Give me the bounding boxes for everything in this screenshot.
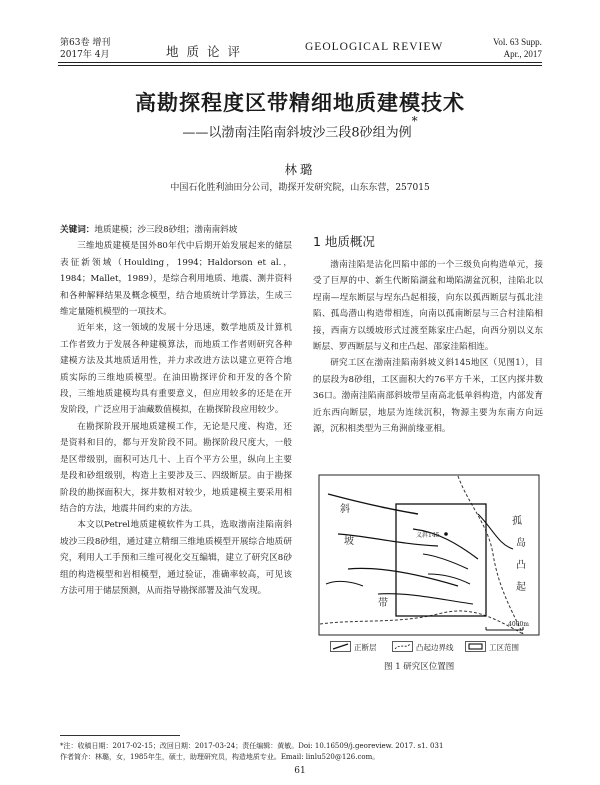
header-volume-cn bbox=[60, 37, 110, 61]
scale-label: 4000m bbox=[508, 621, 529, 628]
footnote-line-2: 作者简介：林璐，女，1985年生，硕士，助理研究员，构造地质专业。Email: linlu520@126.com。 bbox=[60, 753, 380, 761]
footnote bbox=[60, 741, 545, 763]
map-label-qi: 起 bbox=[516, 582, 526, 593]
well-label: 义斜145 bbox=[416, 532, 440, 539]
left-paragraph: 近年来，这一领域的发展十分迅速，数学地质及计算机工作者致力于发展各种建模算法，而地质工作者则研究各种建模方法及其地质适用性，并力求改进方法以建立更符合地质实际的三维地质模型。在油田勘探评价和开发的各个阶段，三维地质建模均具有重要意义，但应用较多的还是在开发阶段，广泛应用于油藏数值模拟，在勘探阶段应用较少。 bbox=[60, 323, 292, 416]
legend-boundary-text: 凸起边界线 bbox=[416, 643, 454, 652]
map-label-dao: 岛 bbox=[516, 538, 526, 549]
location-map-figure bbox=[318, 474, 540, 659]
left-column bbox=[60, 222, 292, 599]
subtitle-text: ——以渤南洼陷南斜坡沙三段8砂组为例 bbox=[182, 125, 412, 141]
well-marker bbox=[444, 532, 448, 536]
right-paragraph: 渤南洼陷是沾化凹陷中部的一个三级负向构造单元，接受了巨厚的中、新生代断陷湖盆和坳陷湖盆沉积，洼陷北以埕南—埕东断层与埕东凸起相接，向东以孤西断层与孤北洼陷、孤岛潜山构造带相连，向南以孤南断层与三合村洼陷相接，西南方以缓坡形式过渡至陈家庄凸起，向西分别以义东断层、罗西断层与义和庄凸起、邵家洼陷相连。 bbox=[313, 260, 543, 353]
legend-fault-icon bbox=[333, 644, 348, 649]
legend-area-text: 工区范围 bbox=[489, 643, 519, 652]
map-label-gu: 孤 bbox=[512, 516, 522, 527]
left-paragraph: 三维地质建模是国外80年代中后期开始发展起来的储层表征新领域（Houlding，1994；Haldorson et al.，1984；Mallet，1989），是综合利用地质、地震、测井资料和各种解释结果及概念模型，结合地质统计学算法，生成三维定量随机模型的一项技术。 bbox=[60, 241, 292, 318]
figure-legend bbox=[330, 640, 545, 656]
footnote-rule bbox=[60, 735, 180, 736]
legend-graphic bbox=[330, 640, 545, 654]
header-vol-cn-text: 第63卷 增刊 bbox=[60, 38, 111, 48]
legend-fault-text: 正断层 bbox=[354, 643, 377, 652]
author-name: 林璐 bbox=[284, 162, 316, 177]
left-paragraph: 在勘探阶段开展地质建模工作，无论是尺度、构造，还是资料和目的，都与开发阶段不同。勘探阶段尺度大，一般是区带级别，面积可达几十、上百个平方公里，纵向上主要是段和砂组级别，构造上主要涉及三、四级断层。由于勘探阶段的勘探面积大，探井数相对较少，地质建模主要采用相结合的方法，地震井间约束的方法。 bbox=[60, 421, 292, 514]
map-label-po: 坡 bbox=[344, 536, 354, 547]
header-vol-en-text: Vol. 63 Supp. bbox=[493, 37, 542, 47]
page-number: 61 bbox=[294, 766, 306, 776]
map-label-tu: 凸 bbox=[516, 560, 526, 571]
paper-subtitle bbox=[0, 114, 600, 141]
keywords-line bbox=[60, 222, 292, 238]
map-label-dai: 带 bbox=[378, 598, 388, 609]
footnote-line-1: *注：收稿日期：2017-02-15；改回日期：2017-03-24；责任编辑：黄敏。Doi: 10.16509/j.georeview. 2017. s1. 031 bbox=[60, 742, 444, 750]
paper-title: 高勘探程度区带精细地质建模技术 bbox=[135, 91, 465, 115]
footnote-marker: * bbox=[411, 114, 418, 128]
header-journal-en: GEOLOGICAL REVIEW bbox=[305, 41, 444, 53]
header-date-en-text: Apr., 2017 bbox=[503, 49, 542, 59]
right-paragraph: 研究工区在渤南洼陷南斜坡义斜145地区（见图1），目的层段为8砂组，工区面积大约76平方千米，工区内探井数36口。渤南洼陷南部斜坡带呈南高北低单斜构造，内部发育近东西向断层，地层为连续沉积，物源主要为东南方向远源，沉积相类型为三角洲前缘亚相。 bbox=[313, 358, 543, 435]
figure-caption: 图 1 研究区位置图 bbox=[384, 662, 455, 672]
header-journal-cn: 地质论评 bbox=[166, 44, 249, 59]
keywords-label: 关键词： bbox=[60, 225, 95, 235]
header-volume-en bbox=[493, 36, 542, 60]
right-column bbox=[313, 257, 543, 437]
keywords-text: 地质建模；沙三段8砂组；渤南南斜坡 bbox=[94, 225, 238, 235]
header-rule-thin bbox=[58, 65, 542, 66]
left-paragraph: 本文以Petrel地质建模软件为工具，选取渤南洼陷南斜坡沙三段8砂组，通过建立精细三维地质模型开展综合地质研究，利用人工手预和三维可视化交互编辑，建立了研究区8砂组的构造模型和岩相模型，通过验证，准确率较高，可见该方法可用于储层预测，从而指导勘探部署及油气发现。 bbox=[60, 520, 292, 596]
legend-boundary-icon bbox=[395, 644, 410, 649]
author-affiliation: 中国石化胜利油田分公司，勘探开发研究院，山东东营，257015 bbox=[170, 183, 430, 193]
header-rule-thick bbox=[58, 62, 542, 63]
section-heading: 1 地质概况 bbox=[313, 234, 375, 249]
legend-area-icon bbox=[469, 644, 482, 649]
map-label-xie: 斜 bbox=[340, 504, 350, 515]
header-date-cn-text: 2017年 4月 bbox=[60, 50, 110, 60]
